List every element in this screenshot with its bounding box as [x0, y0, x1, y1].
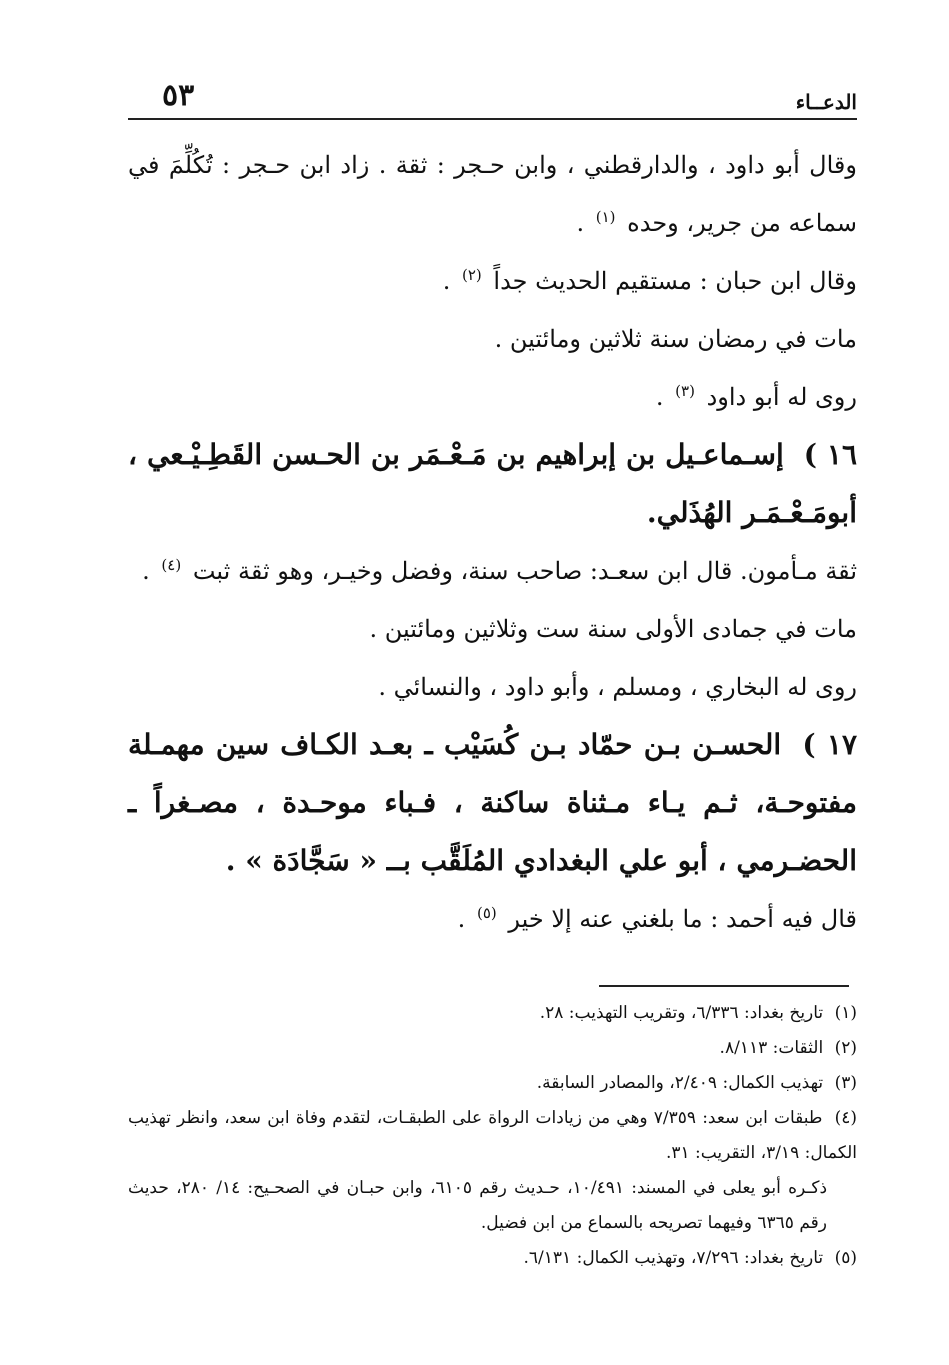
- paragraph: [128, 368, 857, 426]
- paragraph-end: .: [576, 209, 585, 237]
- footnote: [128, 1101, 857, 1171]
- footnote-continuation: [128, 1171, 857, 1241]
- footnote-number: (٣): [834, 1073, 857, 1093]
- paragraph-text: وقال ابن حبان : مستقيم الحديث جداً: [493, 267, 857, 295]
- footnote-ref: (٣): [675, 382, 695, 400]
- footnote-text: طبقات ابن سعد: ٧/٣٥٩ وهي من زيادات الرواة على الطبقـات، لتقدم وفاة ابن سعد، وانظر تهذيب الكمال: ٣/١٩، التقريب: ٣١.: [128, 1108, 857, 1163]
- footnote-ref: (٢): [461, 266, 482, 284]
- footnote: [128, 1066, 857, 1101]
- footnote-text: تاريخ بغداد: ٧/٢٩٦، وتهذيب الكمال: ٦/١٣١.: [523, 1248, 824, 1268]
- footnotes: [128, 996, 857, 1276]
- entry-number: ١٦ ): [803, 438, 857, 471]
- biography-entry-heading: [128, 716, 857, 890]
- paragraph-text: ثقة مـأمون. قال ابن سعـد: صاحب سنة، وفضل وخيـر، وهو ثقة ثبت: [192, 557, 857, 585]
- footnote-number: (٤): [834, 1108, 857, 1128]
- footnote: [128, 1241, 857, 1276]
- footnote-text: ذكـره أبو يعلى في المسند: ١٠/٤٩١، حـديث رقم ٦١٠٥، وابن حبـان في الصحـيح: ١٤/ ٢٨٠، حديث رقم ٦٣٦٥ وفيهما تصريحه بالسماع من ابن فضيل.: [128, 1178, 828, 1233]
- paragraph-end: .: [442, 267, 451, 295]
- paragraph: مات في جمادى الأولى سنة ست وثلاثين ومائتين .: [369, 615, 857, 643]
- footnote-number: (١): [834, 1003, 857, 1023]
- footnote-ref: (١): [595, 208, 616, 226]
- paragraph-text: وقال أبو داود ، والدارقطني ، وابن حـجر : ثقة . زاد ابن حـجر : تُكُلِّمَ في سماعه من جرير، وحده: [128, 151, 857, 237]
- footnote-ref: (٤): [161, 556, 182, 574]
- main-text: [128, 136, 857, 948]
- paragraph: [128, 136, 857, 252]
- footnote-text: تاريخ بغداد: ٦/٣٣٦، وتقريب التهذيب: ٢٨.: [539, 1003, 824, 1023]
- paragraph: مات في رمضان سنة ثلاثين ومائتين .: [494, 325, 857, 353]
- entry-heading-text: إسـماعـيل بن إبراهيم بن مَـعْـمَر بن الحـسن القَطِـيْـعي ، أبومَـعْـمَـر الهُذَلي.: [128, 438, 857, 529]
- footnote-ref: (٥): [476, 904, 497, 922]
- paragraph: روى له البخاري ، ومسلم ، وأبو داود ، والنسائي .: [378, 673, 857, 701]
- paragraph-text: قال فيه أحمد : ما بلغني عنه إلا خير: [508, 905, 857, 933]
- footnote: [128, 1031, 857, 1066]
- footnote-text: تهذيب الكمال: ٢/٤٠٩، والمصادر السابقة.: [536, 1073, 824, 1093]
- footnote-number: (٢): [834, 1038, 857, 1058]
- entry-heading-text: الحسـن بـن حمّاد بـن كُسَيْب ـ بعـد الكـاف سين مهمـلة مفتوحـة، ثـم يـاء مـثناة ساكنة ، فـباء موحـدة ، مصـغراً ـ الحضـرمي ، أبو علي البغدادي المُلَقَّب بــ « سَجَّادَة » .: [128, 728, 857, 877]
- footnote-text: الثقات: ٨/١١٣.: [719, 1038, 824, 1058]
- entry-number: ١٧ ): [802, 728, 857, 761]
- paragraph-end: .: [142, 557, 150, 585]
- footnote-divider: [599, 985, 849, 987]
- paragraph: [128, 542, 857, 600]
- footnote-number: (٥): [834, 1248, 857, 1268]
- paragraph: [128, 890, 857, 948]
- paragraph-text: روى له أبو داود: [706, 383, 857, 411]
- footnote: [128, 996, 857, 1031]
- biography-entry-heading: [128, 426, 857, 542]
- paragraph: [128, 252, 857, 310]
- paragraph-end: .: [457, 905, 466, 933]
- running-title: الدعــاء: [795, 90, 857, 114]
- page-header: [128, 78, 857, 120]
- page-number: ٥٣: [162, 78, 195, 113]
- paragraph-end: .: [655, 383, 664, 411]
